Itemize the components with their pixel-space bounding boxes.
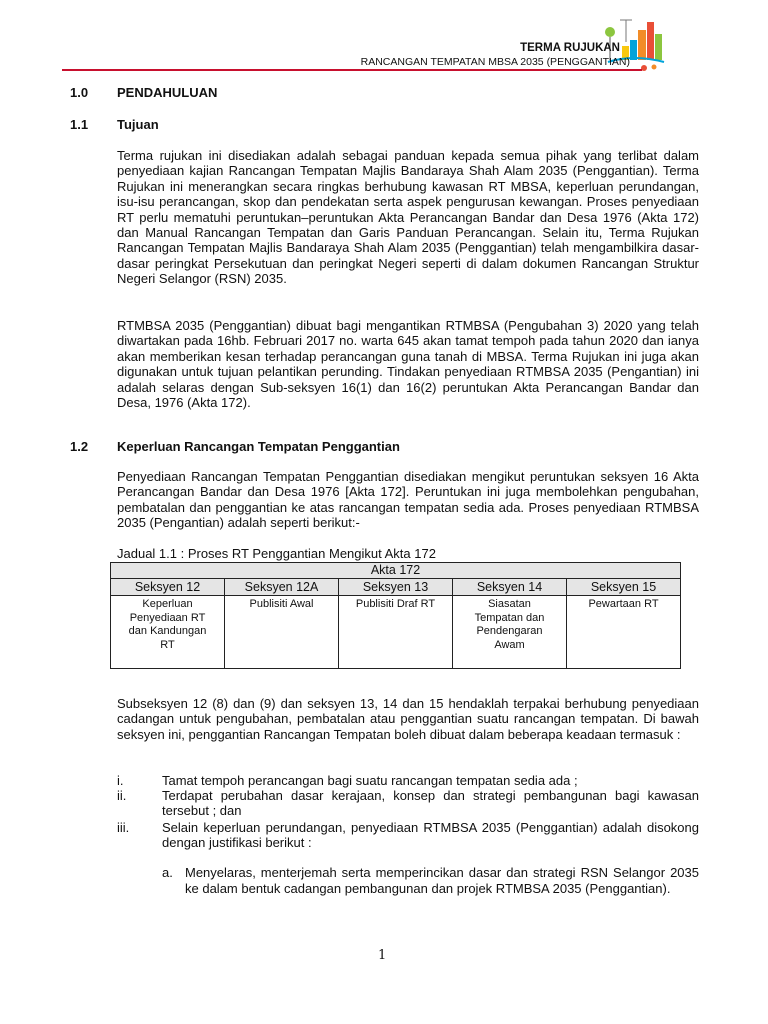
paragraph-process: Penyediaan Rancangan Tempatan Penggantian disediakan mengikut peruntukan seksyen 16 Akta Perancangan Bandar dan Desa 1976 [Akta 172]. Peruntukan ini juga membolehkan pengubahan, pembatalan dan penggantian ke atas rancangan tempatan sedia ada. Proses penyediaan RTMBSA 2035 (Pengantian) adalah seperti berikut:- xyxy=(117,469,699,531)
document-title: TERMA RUJUKAN xyxy=(520,42,620,54)
paragraph-subsections: Subseksyen 12 (8) dan (9) dan seksyen 13, 14 dan 15 hendaklah terpakai berhubung penyediaan cadangan untuk pengubahan, pembatalan atau penggantian suatu rancangan tempatan. Di bawah seksyen ini, penggantian Rancangan Tempatan boleh dibuat dalam beberapa keadaan termasuk : xyxy=(117,696,699,742)
table-column-header: Seksyen 12 xyxy=(111,579,225,596)
table-column-header: Seksyen 15 xyxy=(567,579,681,596)
list-item: Terdapat perubahan dasar kerajaan, konsep dan strategi pembangunan bagi kawasan tersebut ; dan xyxy=(162,788,699,818)
table-cell: Publisiti Awal xyxy=(225,596,339,669)
list-marker: ii. xyxy=(117,788,127,803)
sublist-marker: a. xyxy=(162,865,173,880)
table-cell: Pewartaan RT xyxy=(567,596,681,669)
header-divider xyxy=(62,69,642,71)
process-table xyxy=(110,562,681,669)
table-cell-text: Siasatan Tempatan dan Pendengaran Awam xyxy=(474,598,545,651)
paragraph-purpose: Terma rujukan ini disediakan adalah sebagai panduan kepada semua pihak yang terlibat dalam penyediaan kajian Rancangan Tempatan Majlis Bandaraya Shah Alam 2035 (Penggantian). Terma Rujukan ini menerangkan secara ringkas berhubung kawasan RT MBSA, keperluan perundangan, isu-isu perancangan, skop dan pendekatan serta aspek pengurusan kewangan. Proses penyediaan RT perlu mematuhi peruntukan–peruntukan Akta Perancangan Bandar dan Desa 1976 (Akta 172) dan Manual Rancangan Tempatan dan Garis Panduan Perancangan. Selain itu, Terma Rujukan Rancangan Tempatan Majlis Bandaraya Shah Alam 2035 (Penggantian) telah mengambilkira dasar-dasar peringkat Persekutuan dan peringkat Negeri seperti di dalam dokumen Rancangan Struktur Negeri Selangor (RSN) 2035. xyxy=(117,148,699,287)
table-cell-text: Keperluan Penyediaan RT dan Kandungan RT xyxy=(128,598,207,651)
section-number: 1.1 xyxy=(70,117,89,132)
list-item: Selain keperluan perundangan, penyediaan RTMBSA 2035 (Penggantian) adalah disokong dengan justifikasi berikut : xyxy=(162,820,699,850)
table-caption: Jadual 1.1 : Proses RT Penggantian Mengikut Akta 172 xyxy=(117,546,436,561)
page-number: 1 xyxy=(378,948,387,963)
sublist-item: Menyelaras, menterjemah serta memperincikan dasar dan strategi RSN Selangor 2035 ke dalam bentuk cadangan pembangunan dan projek RTMBSA 2035 (Penggantian). xyxy=(185,865,699,896)
table-column-header: Seksyen 13 xyxy=(339,579,453,596)
section-heading: Tujuan xyxy=(117,117,159,132)
table-cell: Publisiti Draf RT xyxy=(339,596,453,669)
table-cell xyxy=(453,596,567,669)
table-cell xyxy=(111,596,225,669)
list-marker: iii. xyxy=(117,820,130,835)
section-heading: PENDAHULUAN xyxy=(117,85,218,100)
list-marker: i. xyxy=(117,773,124,788)
section-number: 1.0 xyxy=(70,85,89,100)
section-heading: Keperluan Rancangan Tempatan Penggantian xyxy=(117,439,400,454)
table-column-header: Seksyen 12A xyxy=(225,579,339,596)
table-column-header: Seksyen 14 xyxy=(453,579,567,596)
table-group-header: Akta 172 xyxy=(111,563,681,579)
list-item: Tamat tempoh perancangan bagi suatu rancangan tempatan sedia ada ; xyxy=(162,773,578,788)
document-subtitle: RANCANGAN TEMPATAN MBSA 2035 (PENGGANTIAN) xyxy=(360,56,630,68)
paragraph-replacement: RTMBSA 2035 (Penggantian) dibuat bagi mengantikan RTMBSA (Pengubahan 3) 2020 yang telah diwartakan pada 16hb. Februari 2017 no. warta 645 akan tamat tempoh pada tahun 2020 dan ianya akan memberikan kesan terhadap perancangan guna tanah di MBSA. Terma Rujukan ini juga akan digunakan untuk tujuan pelantikan perunding. Tindakan penyediaan RTMBSA 2035 (Pengantian) ini adalah selaras dengan Sub-seksyen 16(1) dan 16(2) peruntukan Akta Perancangan Bandar dan Desa, 1976 (Akta 172). xyxy=(117,318,699,411)
section-number: 1.2 xyxy=(70,439,89,454)
